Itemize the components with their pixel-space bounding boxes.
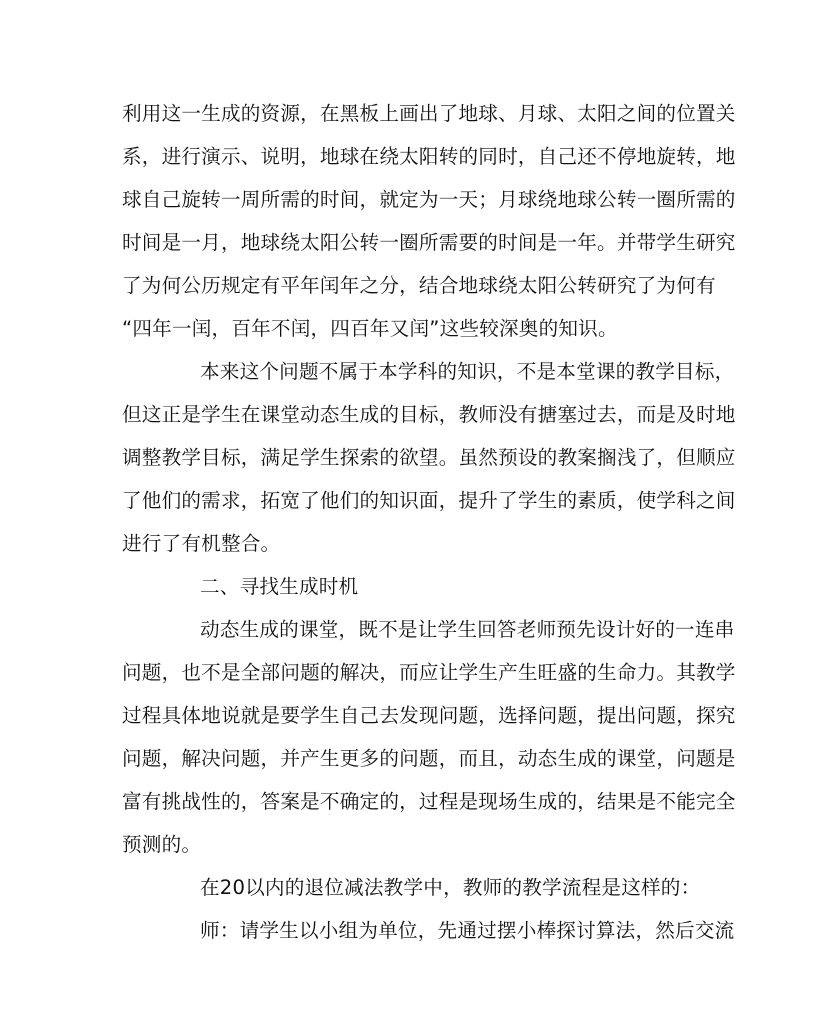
paragraph-line: 过程具体地说就是要学生自己去发现问题，选择问题，提出问题，探究 [122,704,736,727]
paragraph-line: 但这正是学生在课堂动态生成的目标，教师没有搪塞过去，而是及时地 [122,403,736,426]
paragraph-line: 利用这一生成的资源，在黑板上画出了地球、月球、太阳之间的位置关 [122,102,736,125]
paragraph-line: 师：请学生以小组为单位，先通过摆小棒探讨算法，然后交流 [200,919,735,942]
paragraph-line: 进行了有机整合。 [122,532,281,555]
paragraph-line: 系，进行演示、说明，地球在绕太阳转的同时，自己还不停地旋转，地 [122,145,736,168]
paragraph-line: 球自己旋转一周所需的时间，就定为一天；月球绕地球公转一圈所需的 [122,188,736,211]
paragraph-line: 问题，解决问题，并产生更多的问题，而且，动态生成的课堂，问题是 [122,747,736,770]
paragraph-line: 调整教学目标，满足学生探索的欲望。虽然预设的教案搁浅了，但顺应 [122,446,736,469]
paragraph-line: “四年一闰，百年不闰，四百年又闰”这些较深奥的知识。 [122,317,618,340]
paragraph-line: 问题，也不是全部问题的解决，而应让学生产生旺盛的生命力。其教学 [122,661,736,684]
paragraph-line: 了为何公历规定有平年闰年之分，结合地球绕太阳公转研究了为何有 [122,274,716,297]
paragraph-line: 预测的。 [122,833,202,856]
paragraph-line: 本来这个问题不属于本学科的知识，不是本堂课的教学目标， [200,360,735,383]
paragraph-line: 了他们的需求，拓宽了他们的知识面，提升了学生的素质，使学科之间 [122,489,736,512]
paragraph-line: 时间是一月，地球绕太阳公转一圈所需要的时间是一年。并带学生研究 [122,231,736,254]
paragraph-line: 在20以内的退位减法教学中，教师的教学流程是这样的： [200,876,701,899]
paragraph-line: 富有挑战性的，答案是不确定的，过程是现场生成的，结果是不能完全 [122,790,736,813]
section-heading: 二、寻找生成时机 [200,575,359,598]
paragraph-line: 动态生成的课堂，既不是让学生回答老师预先设计好的一连串 [200,618,735,641]
